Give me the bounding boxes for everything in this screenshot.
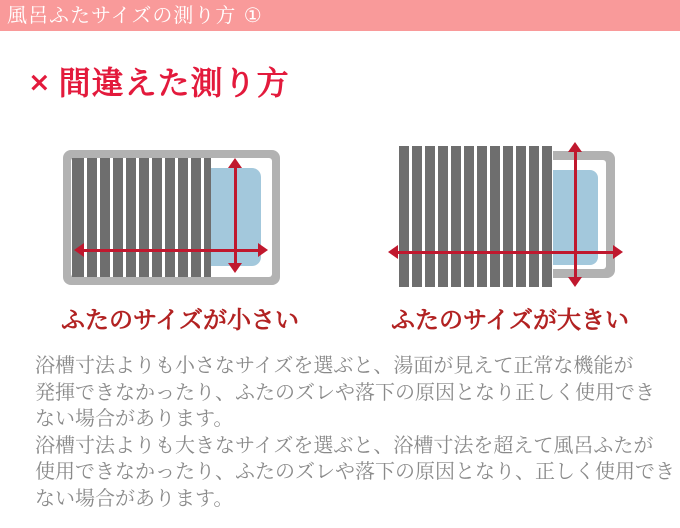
width-measure-arrow — [388, 245, 623, 259]
bath-lid-slats — [72, 158, 211, 277]
arrowhead-right-icon — [613, 245, 623, 259]
arrowhead-up-icon — [568, 142, 582, 152]
height-measure-arrow — [568, 142, 582, 287]
arrow-shaft — [396, 251, 615, 254]
caption-lid-too-large: ふたのサイズが大きい — [390, 306, 630, 334]
body-text-line: 浴槽寸法よりも小さなサイズを選ぶと、湯面が見えて正常な機能が — [35, 353, 634, 377]
body-text-line: 浴槽寸法よりも大きなサイズを選ぶと、浴槽寸法を超えて風呂ふたが — [35, 432, 654, 457]
header-title: 風呂ふたサイズの測り方 ① — [7, 3, 263, 27]
body-text — [35, 352, 675, 511]
bath-lid-slats — [397, 146, 553, 287]
body-text-line: 発揮できなかったり、ふたのズレや落下の原因となり正しく使用でき — [35, 379, 655, 404]
figure-lid-too-large — [385, 140, 630, 290]
body-text-line: ない場合があります。 — [35, 406, 234, 430]
arrow-shaft — [234, 166, 237, 265]
cross-mark-icon: × — [28, 67, 52, 98]
arrowhead-up-icon — [228, 158, 242, 168]
arrowhead-left-icon — [388, 245, 398, 259]
body-text-line: 使用できなかったり、ふたのズレや落下の原因となり、正しく使用でき — [35, 459, 675, 483]
body-text-line: ない場合があります。 — [35, 485, 234, 510]
figure-lid-too-small — [63, 150, 280, 285]
caption-lid-too-small: ふたのサイズが小さい — [60, 306, 300, 334]
header-bar — [0, 0, 680, 31]
arrowhead-right-icon — [258, 243, 268, 257]
arrowhead-down-icon — [568, 277, 582, 287]
arrowhead-down-icon — [228, 263, 242, 273]
height-measure-arrow — [228, 158, 242, 273]
arrowhead-left-icon — [74, 243, 84, 257]
wrong-method-heading-text: 間違えた測り方 — [58, 64, 290, 102]
wrong-method-heading — [28, 58, 290, 104]
arrow-shaft — [574, 150, 577, 279]
